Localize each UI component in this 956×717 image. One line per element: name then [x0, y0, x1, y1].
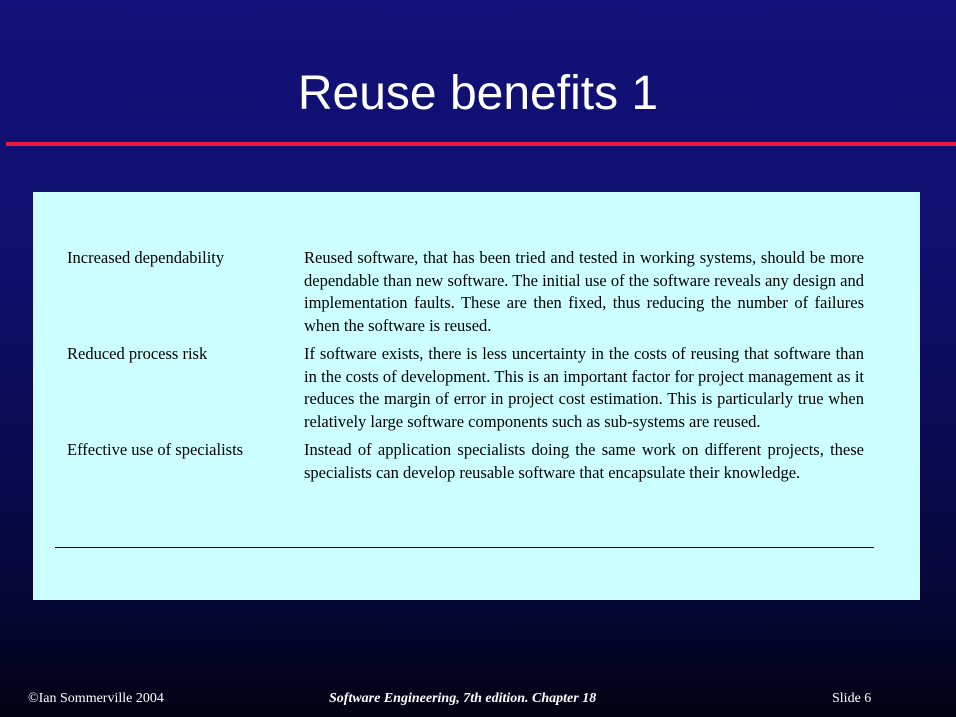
benefit-description: If software exists, there is less uncertainty in the costs of reusing that software than in the costs of development. This is an important factor for project management as it reduces the margin of error in project cost estimation. This is particularly true when relatively large software components such as sub-systems are reused.	[304, 344, 864, 431]
table-bottom-rule	[55, 547, 874, 548]
footer-copyright: ©Ian Sommerville 2004	[28, 691, 164, 706]
slide-title: Reuse benefits 1	[297, 67, 659, 120]
benefit-label: Effective use of specialists	[67, 440, 244, 459]
content-box	[33, 192, 920, 600]
benefit-description: Instead of application specialists doing the same work on different projects, these specialists can develop reusable software that encapsulate their knowledge.	[304, 440, 864, 482]
benefits-table	[67, 247, 864, 484]
benefit-label: Increased dependability	[67, 248, 225, 267]
footer-slide-number: Slide 6	[832, 691, 872, 706]
footer-book-title: Software Engineering, 7th edition. Chapter 18	[329, 691, 597, 706]
table-row	[67, 247, 864, 337]
table-row	[67, 337, 864, 433]
benefit-description: Reused software, that has been tried and tested in working systems, should be more dependable than new software. The initial use of the software reveals any design and implementation faults. These are then fixed, thus reducing the number of failures when the software is reused.	[304, 248, 864, 335]
table-row	[67, 433, 864, 484]
benefit-label: Reduced process risk	[67, 344, 208, 363]
title-divider	[6, 142, 956, 146]
